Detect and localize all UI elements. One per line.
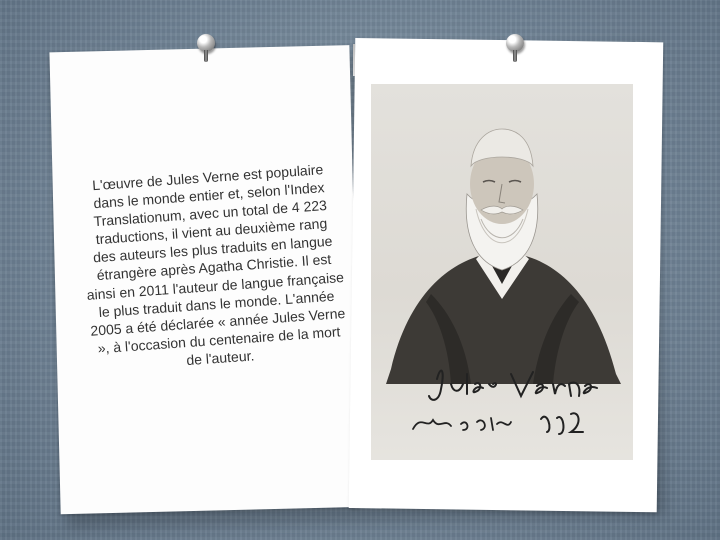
pushpin-right-icon [504,34,526,62]
pushpin-left-icon [195,34,217,62]
portrait-photo [371,84,633,460]
quote-text: L'œuvre de Jules Verne est populaire dans le monde entier et, selon l'Index Translationum, avec un total de 4 223 traductions, il vient au deuxième rang des auteurs les plus traduits en langue étrangère après Agatha Christie. Il est ainsi en 2011 l'auteur de langue française le plus traduit dans le monde. L'année 2005 a été déclarée « année Jules Verne », à l'occasion du centenaire de la mort de l'auteur. [86,161,346,369]
page-fold [353,44,355,76]
